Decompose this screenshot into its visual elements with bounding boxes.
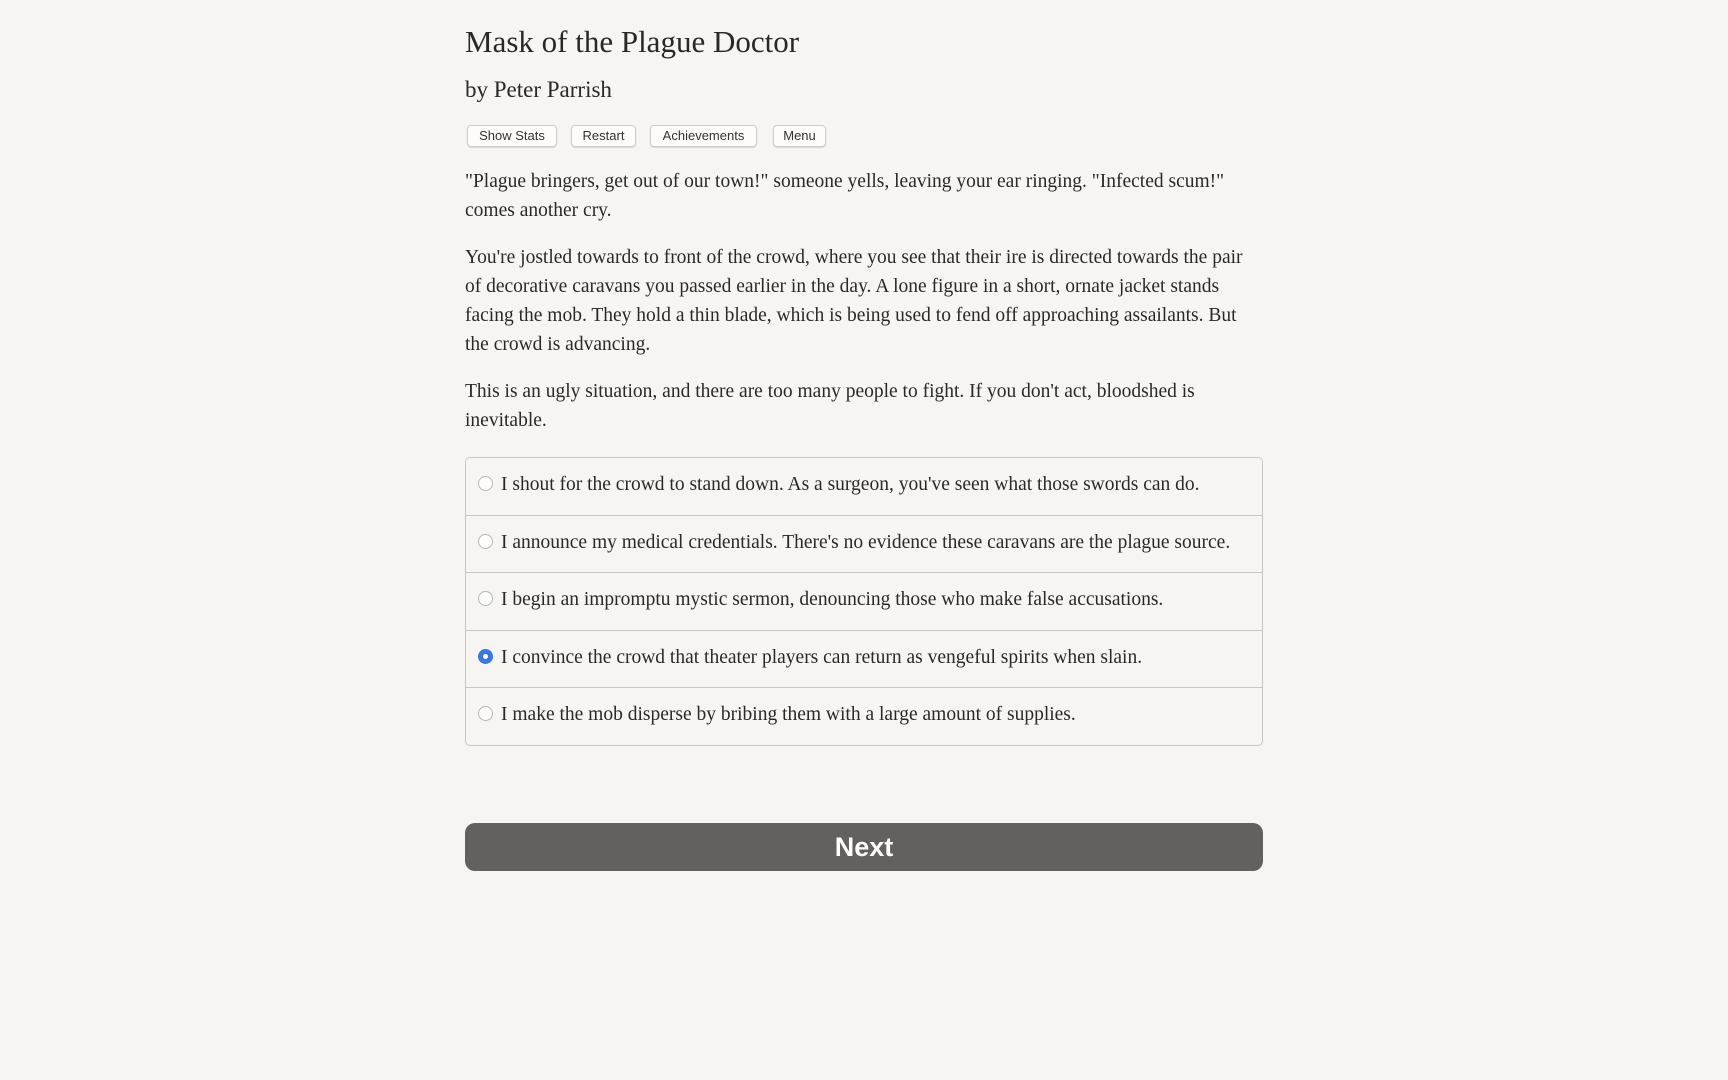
story-text bbox=[465, 168, 1263, 455]
story-paragraph: "Plague bringers, get out of our town!" someone yells, leaving your ear ringing. "Infected scum!" comes another cry. bbox=[465, 171, 1225, 221]
choice-label: I announce my medical credentials. There's no evidence these caravans are the plague source. bbox=[501, 531, 1231, 553]
story-paragraph: This is an ugly situation, and there are too many people to fight. If you don't act, bloodshed is inevitable. bbox=[465, 381, 1195, 431]
game-title: Mask of the Plague Doctor bbox=[465, 24, 800, 59]
restart-button[interactable]: Restart bbox=[571, 125, 636, 147]
choice-option-selected[interactable] bbox=[466, 630, 1262, 688]
choice-label: I make the mob disperse by bribing them with a large amount of supplies. bbox=[501, 704, 1076, 725]
radio-unchecked-icon[interactable] bbox=[478, 476, 493, 491]
choice-option[interactable] bbox=[466, 515, 1262, 573]
story-paragraph: You're jostled towards to front of the crowd, where you see that their ire is directed towards the pair of decorative caravans you passed earlier in the day. A lone figure in a short, ornate jacket stands facing the mob. They hold a thin blade, which is being used to fend off approaching assailants. But the crowd is advancing. bbox=[465, 247, 1243, 355]
choice-label: I begin an impromptu mystic sermon, denouncing those who make false accusations. bbox=[501, 589, 1164, 610]
author-byline: by Peter Parrish bbox=[465, 77, 612, 102]
choice-option[interactable] bbox=[466, 687, 1262, 745]
choice-option[interactable] bbox=[466, 572, 1262, 630]
radio-checked-icon[interactable] bbox=[478, 649, 493, 664]
choice-list bbox=[465, 457, 1263, 746]
choice-option[interactable] bbox=[466, 458, 1262, 515]
achievements-button[interactable]: Achievements bbox=[650, 125, 757, 147]
radio-unchecked-icon[interactable] bbox=[478, 534, 493, 549]
choice-label: I shout for the crowd to stand down. As a surgeon, you've seen what those swords can do. bbox=[501, 474, 1200, 495]
choice-label: I convince the crowd that theater players can return as vengeful spirits when slain. bbox=[501, 646, 1143, 668]
show-stats-button[interactable]: Show Stats bbox=[467, 125, 557, 147]
menu-button[interactable]: Menu bbox=[773, 125, 826, 147]
radio-unchecked-icon[interactable] bbox=[478, 706, 493, 721]
radio-unchecked-icon[interactable] bbox=[478, 591, 493, 606]
next-button[interactable]: Next bbox=[465, 823, 1263, 871]
